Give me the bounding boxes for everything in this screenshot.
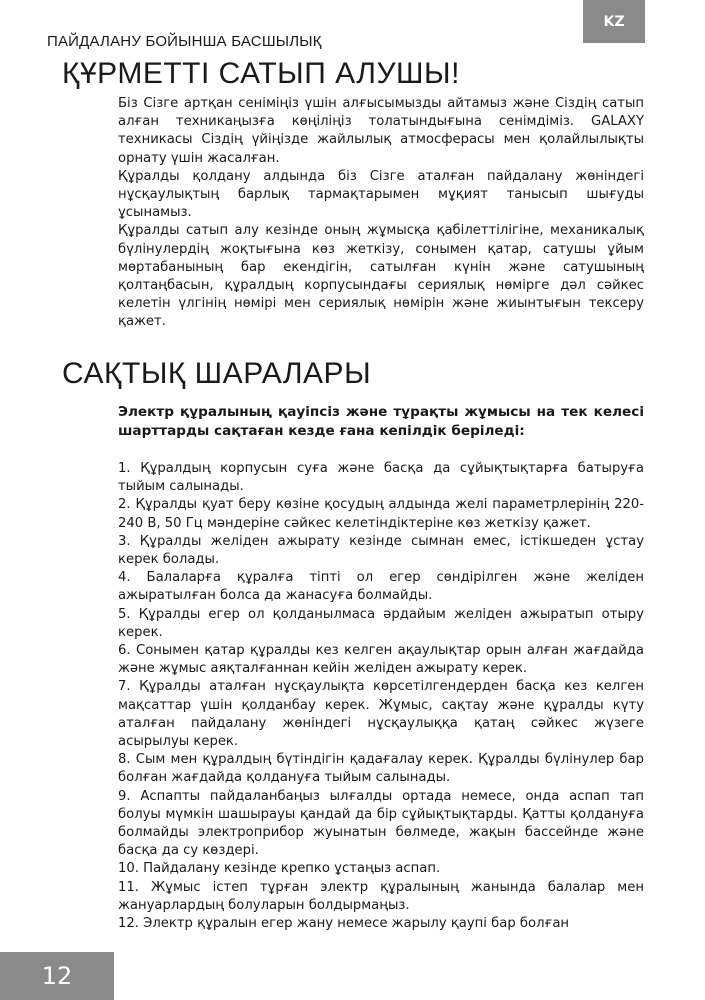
intro-paragraph: Біз Сізге артқан сеніміңіз үшін алғысымызды айтамыз және Сіздің сатып алған техникаңызға көңіліңіз толатындығына сенімдіміз. GALAXY техникасы Сіздің үйіңізде жайлылық атмосферасы мен қолайлылықты орнату үшін жасалған. bbox=[118, 96, 644, 166]
safety-rule: 9. Аспапты пайдаланбаңыз ылғалды ортада немесе, онда аспап тап болуы мүмкін шашырауы қандай да бір сұйықтықтарды. Қатты қолдануға болмайды электроприбор жуынатын бөлмеде, жақын бассейнде және басқа да су көздері. bbox=[118, 788, 644, 859]
safety-rule: 3. Құралды желіден ажырату кезінде сымнан емес, істікшеден ұстау керек болады. bbox=[118, 533, 644, 568]
safety-heading: САҚТЫҚ ШАРАЛАРЫ bbox=[62, 357, 372, 390]
safety-rule: 10. Пайдалану кезінде крепко ұстаңыз аспап. bbox=[118, 861, 441, 877]
safety-rule: 7. Құралды аталған нұсқаулықта көрсетілгендерден басқа кез келген мақсаттар үшін қолданбау керек. Жұмыс, сақтау және құралды күту аталған пайдалану жөніндегі нұсқаулыққа қатаң сәйкес жүзеге асырылуы керек. bbox=[118, 679, 644, 750]
safety-rule: 4. Балаларға құралға тіпті ол егер сөндірілген және желіден ажыратылған болса да жанасуға болмайды. bbox=[118, 570, 644, 604]
safety-rule: 2. Құралды қуат беру көзіне қосудың алдында желі параметрлерінің 220-240 В, 50 Гц мәндеріне сәйкес келетіндіктеріне көз жеткізу қажет. bbox=[118, 497, 644, 531]
page-number: 12 bbox=[0, 952, 114, 1000]
safety-rule: 5. Құралды егер ол қолданылмаса әрдайым желіден ажыратып отыру керек. bbox=[118, 606, 644, 640]
safety-rule: 1. Құралдың корпусын суға және басқа да сұйықтықтарға батыруға тыйым салынады. bbox=[118, 461, 644, 495]
safety-rules-list bbox=[118, 460, 644, 933]
intro-text bbox=[118, 95, 644, 332]
safety-rule: 8. Сым мен құралдың бүтіндігін қадағалау керек. Құралды бүлінулер бар болған жағдайда қолдануға тыйым салынады. bbox=[118, 752, 644, 786]
safety-rule: 12. Электр құралын егер жану немесе жарылу қаупі бар болған bbox=[118, 916, 570, 932]
intro-paragraph: Құралды сатып алу кезінде оның жұмысқа қабілеттілігіне, механикалық бүлінулердің жоқтығына көз жеткізу, сонымен қатар, сатушы ұйым мөртабанының бар екендігін, сатылған күнін және сатушының қолтаңбасын, құралдың корпусындағы сериялық нөмірге дәл сәйкес келетін үлгінің нөмірі мен сериялық нөмірін және жиынтығын тексеру қажет. bbox=[118, 223, 644, 330]
language-tab: KZ bbox=[583, 0, 645, 43]
intro-paragraph: Құралды қолдану алдында біз Сізге аталған пайдалану жөніндегі нұсқаулықтың барлық тармақтарымен мұқият танысып шығуды ұсынамыз. bbox=[118, 168, 644, 221]
manual-header-title: ПАЙДАЛАНУ БОЙЫНША БАСШЫЛЫҚ bbox=[47, 33, 322, 50]
safety-rule: 11. Жұмыс істеп тұрған электр құралының жанында балалар мен жануарлардың болуларын болдырмаңыз. bbox=[118, 879, 644, 913]
safety-rule: 6. Сонымен қатар құралды кез келген ақаулықтар орын алған жағдайда және жұмыс аяқталғаннан кейін желіден ажырату керек. bbox=[118, 643, 644, 677]
safety-lead-text: Электр құралының қауіпсіз және тұрақты жұмысы на тек келесі шарттарды сақтаған кезде ғана кепілдік беріледі: bbox=[118, 404, 644, 439]
greeting-heading: ҚҰРМЕТТІ САТЫП АЛУШЫ! bbox=[62, 57, 460, 90]
